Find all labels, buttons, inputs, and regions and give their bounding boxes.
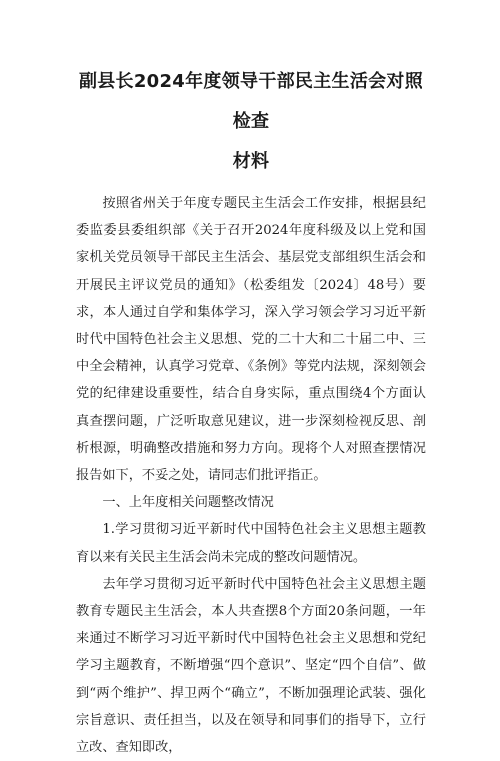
document-body <box>76 190 426 761</box>
body-paragraph-2: 去年学习贯彻习近平新时代中国特色社会主义思想主题教育专题民主生活会，本人共查摆8个方面20条问题，一年来通过不断学习习近平新时代中国特色社会主义思想和党纪学习主题教育，不断增强“四个意识”、坚定“四个自信”、做到“两个维护”、捍卫两个“确立”，不断加强理论武装、强化宗旨意识、责任担当，以及在领导和同事们的指导下，立行立改、查知即改， <box>76 576 426 756</box>
section-heading-1: 一、上年度相关问题整改情况 <box>102 495 274 511</box>
title-line-2: 材料 <box>232 151 270 172</box>
intro-paragraph: 按照省州关于年度专题民主生活会工作安排，根据县纪委监委县委组织部《关于召开2024年度科级及以上党和国家机关党员领导干部民主生活会、基层党支部组织生活会和开展民主评议党员的通知》（松委组发〔2024〕48号）要求，本人通过自学和集体学习，深入学习领会学习习近平新时代中国特色社会主义思想、党的二十大和二十届二中、三中全会精神，认真学习党章、《条例》等党内法规，深刻领会党的纪律建设重要性，结合自身实际，重点围绕4个方面认真查摆问题，广泛听取意见建议，进一步深刻检视反思、剖析根源，明确整改措施和努力方向。现将个人对照查摆情况报告如下，不妥之处，请同志们批评指正。 <box>76 196 426 484</box>
subsection-heading-1: 1.学习贯彻习近平新时代中国特色社会主义思想主题教育以来有关民主生活会尚未完成的整改问题情况。 <box>76 522 426 565</box>
title-line-1: 副县长2024年度领导干部民主生活会对照检查 <box>78 71 424 132</box>
document-title <box>76 62 426 182</box>
